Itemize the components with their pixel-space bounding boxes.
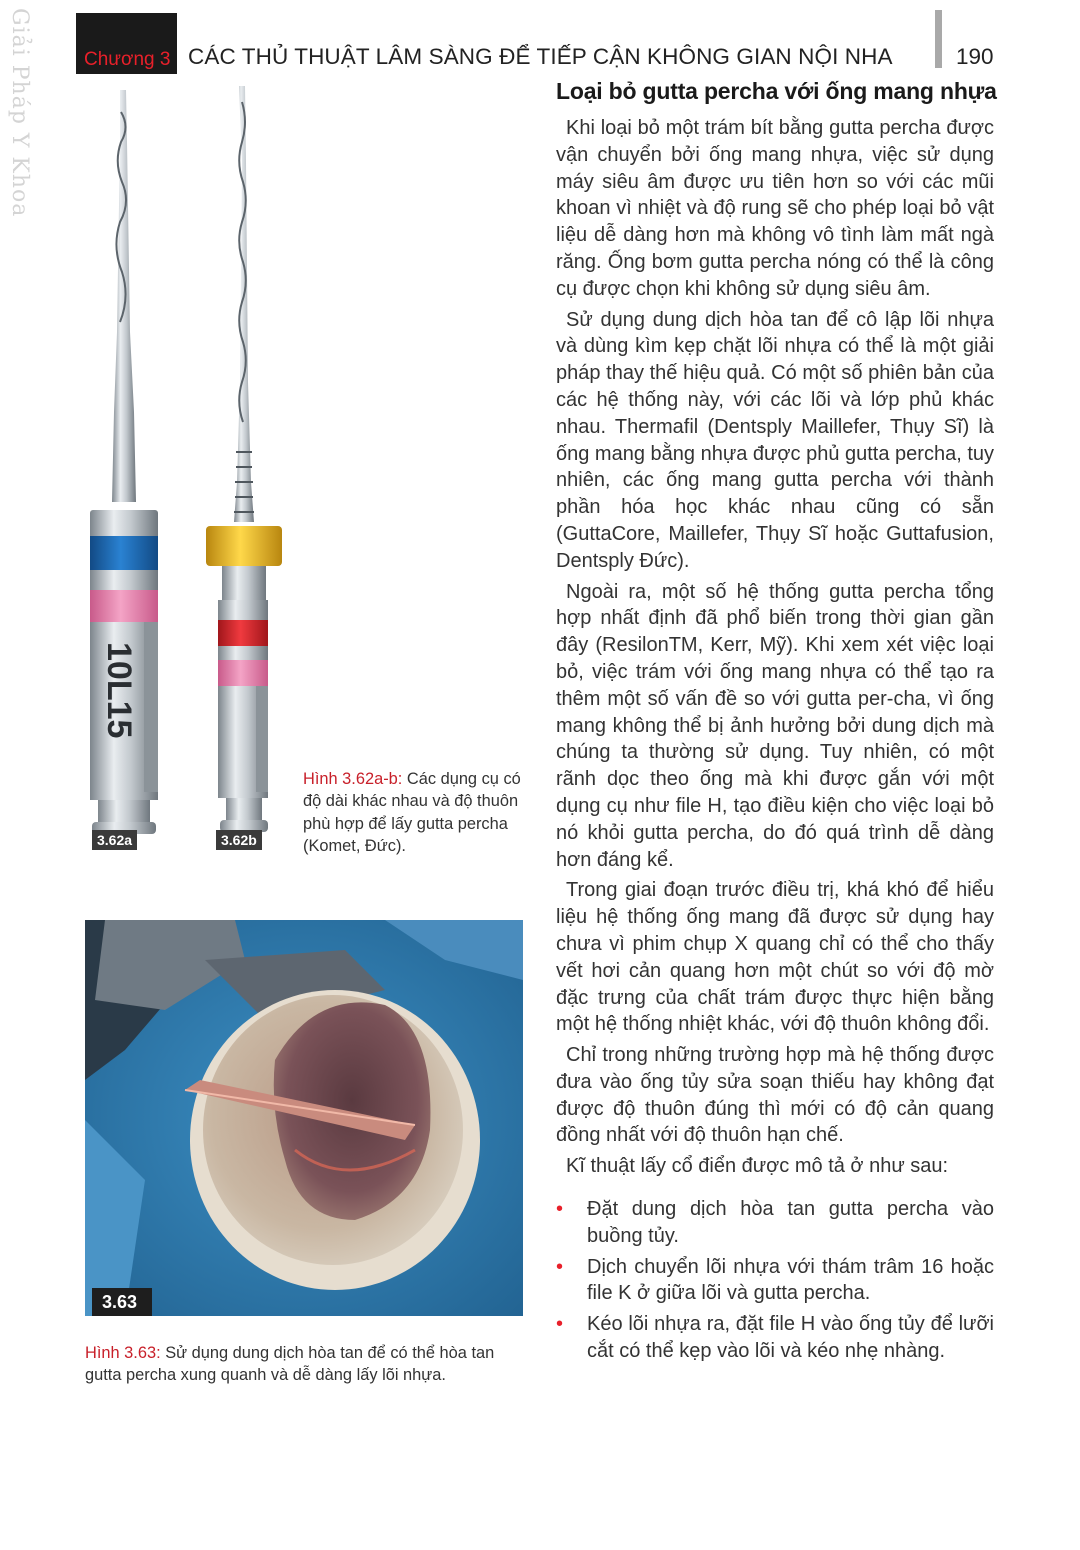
figure-3-63-photo <box>85 920 523 1316</box>
caption-text: Các dụng cụ có độ dài khác nhau và độ thuôn phù hợp để lấy gutta percha (Komet, Đức). <box>303 770 521 855</box>
bullet-icon: • <box>556 1198 564 1221</box>
list-item <box>556 1196 994 1250</box>
paragraph: Kĩ thuật lấy cổ điển được mô tả ở như sau: <box>566 1155 949 1178</box>
paragraph: Sử dụng dung dịch hòa tan để cô lập lõi nhựa và dùng kìm kẹp chặt lõi nhựa có thể là một giải pháp thay thế hiệu quả. Có một số phiên bản của các hệ thống này, với các lõi và lớp phủ khác nhau. Thermafil (Dentsply Maillefer, Thụy Sĩ) là ống mang bằng nhựa được phủ gutta percha, tuy nhiên, các ống mang gutta percha với thành phần hóa học khác nhau cũng có sẵn (GuttaCore, Maillefer, Thụy Sĩ hoặc Guttafusion, Dentsply Đức). <box>556 308 994 572</box>
figure-label-3-63: 3.63 <box>92 1288 152 1316</box>
caption-text: Sử dụng dung dịch hòa tan để có thể hòa tan gutta percha xung quanh và dễ dàng lấy lõi nhựa. <box>85 1344 495 1385</box>
chapter-label: Chương 3 <box>84 49 171 70</box>
list-item-text: Đặt dung dịch hòa tan gutta percha vào buồng tủy. <box>587 1198 994 1247</box>
figure-3-63-caption <box>85 1342 527 1387</box>
page-header <box>0 0 1080 80</box>
header-divider <box>935 10 942 68</box>
watermark: Giải Pháp Y Khoa <box>7 8 32 218</box>
figure-3-62-caption <box>303 768 528 857</box>
endodontic-files-illustration <box>84 82 284 854</box>
paragraph: Khi loại bỏ một trám bít bằng gutta percha được vận chuyển bởi ống mang nhựa, việc sử dụng máy siêu âm được ưu tiên hơn so với các mũi khoan vì nhiệt và độ rung sẽ cho phép loại bỏ vật liệu dễ dàng hơn mà không vô tình làm mất ngà răng. Ống bơm gutta percha nóng có thể là công cụ được chọn khi không sử dụng siêu âm. <box>556 117 994 300</box>
chapter-title: CÁC THỦ THUẬT LÂM SÀNG ĐỂ TIẾP CẬN KHÔNG GIAN NỘI NHA <box>188 44 893 69</box>
bullet-icon: • <box>556 1313 564 1336</box>
caption-prefix: Hình 3.63: <box>85 1344 161 1362</box>
technique-steps-list <box>556 1196 994 1365</box>
section-heading: Loại bỏ gutta percha với ống mang nhựa <box>556 78 997 104</box>
paragraph: Ngoài ra, một số hệ thống gutta percha tổng hợp nhất định đã phổ biến trong thời gian gần đây (ResilonTM, Kerr, Mỹ). Khi xem xét việc loại bỏ, việc trám với ống mang nhựa có thể tạo ra thêm một số vấn đề so với gutta per-cha, vì ống mang không thể bị ảnh hưởng bởi dung dịch mà chúng ta thường sử dụng. Tuy nhiên, có một rãnh dọc theo ống mà khi được gắn với một dụng cụ như file H, tạo điều kiện cho việc loại bỏ nó khỏi gutta percha, do đó quá trình dễ dàng hơn đáng kể. <box>556 580 994 871</box>
instrument-a <box>90 90 158 834</box>
list-item <box>556 1254 994 1308</box>
list-item-text: Kéo lõi nhựa ra, đặt file H vào ống tủy để lưỡi cắt có thể kẹp vào lõi và kéo nhẹ nhàng. <box>587 1313 994 1363</box>
figure-label-3-62b: 3.62b <box>216 830 262 850</box>
chapter-box <box>76 13 177 74</box>
main-text-column <box>556 78 997 1369</box>
list-item-text: Dịch chuyển lõi nhựa với thám trâm 16 hoặc file K ở giữa lõi và gutta percha. <box>587 1255 994 1305</box>
paragraph: Trong giai đoạn trước điều trị, khá khó để hiểu liệu hệ thống ống mang đã được sử dụng hay chưa vì phim chụp X quang chỉ có thể cho thấy vết hơi cản quang hơn một chút so với độ mờ đặc trưng của chất trám được thực hiện bằng một hệ thống nhiệt khác, với độ thuôn không đổi. <box>556 879 994 1036</box>
paragraph: Chỉ trong những trường hợp mà hệ thống được đưa vào ống tủy sửa soạn thiếu hay không đạt được độ thuôn đúng thì mới có độ cản quang đồng nhất với độ thuôn hạn chế. <box>556 1044 994 1147</box>
figure-label-3-62a: 3.62a <box>92 830 137 850</box>
clinical-photo-illustration <box>85 920 523 1316</box>
caption-prefix: Hình 3.62a-b: <box>303 770 403 788</box>
instrument-b <box>206 86 282 832</box>
instrument-a-marking: 10L15 <box>100 642 138 739</box>
figure-3-62 <box>84 82 284 854</box>
bullet-icon: • <box>556 1255 564 1278</box>
page-number: 190 <box>956 44 994 69</box>
list-item <box>556 1311 994 1365</box>
